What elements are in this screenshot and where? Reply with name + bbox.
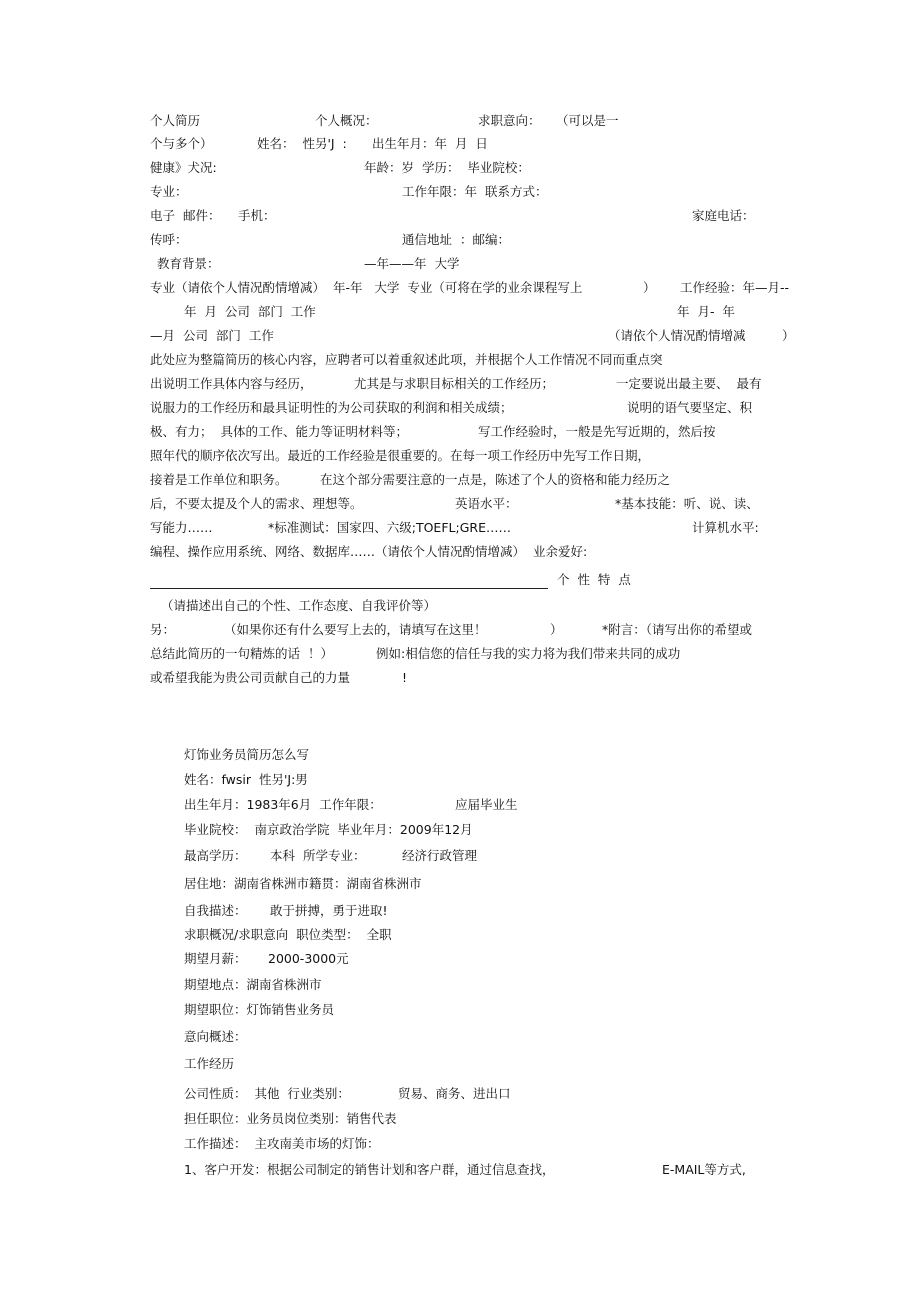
label-personal-overview: 个人概况： — [315, 113, 378, 128]
postscript-example-cont: 或希望我能为贵公司贡献自己的力量 — [150, 670, 351, 685]
label-birth-date: 出生年月：年 月 日 — [372, 136, 488, 151]
label-health: 健康》犬况: — [150, 160, 217, 175]
underline-rule — [150, 588, 548, 589]
sample-name-gender: 姓名：fwsir 性另'J:男 — [184, 772, 308, 787]
sample-self-description-label: 自我描述： — [184, 903, 247, 918]
guidance-line-4a: 极、有力； 具体的工作、能力等证明材料等； — [150, 424, 408, 439]
label-major: 专业： — [150, 184, 188, 199]
label-email: 电子 邮件： — [150, 208, 221, 223]
computer-skills-hobbies: 编程、操作应用系统、网络、数据库……（请依个人情况酌情增减） 业余爱好: — [150, 544, 588, 559]
sample-intent-overview: 意向概述： — [184, 1029, 247, 1044]
guidance-line-3b: 说明的语气要坚定、积 — [627, 400, 753, 415]
label-postscript: *附言：（请写出你的希望或 — [602, 622, 753, 637]
sample-residence: 居住地：湖南省株洲市籍贯：湖南省株洲市 — [184, 876, 422, 891]
sample-item-1: 1、客户开发：根据公司制定的销售计划和客户群，通过信息查找， — [184, 1162, 555, 1177]
label-name-gender: 姓名： 性另'J : — [257, 136, 347, 151]
heading-personality: 个 性 特 点 — [557, 572, 631, 587]
sample-company-nature: 公司性质： 其他 行业类别： — [184, 1086, 350, 1101]
label-address-postcode: 通信地址 ：邮编： — [402, 232, 510, 247]
work-entry-1: 年 月 公司 部门 工作 — [184, 304, 316, 319]
note-multiple-intentions-cont: 个与多个） — [150, 136, 213, 151]
note-adjust-as-needed-close: ） — [782, 328, 795, 343]
education-major-detail: 专业（请依个人情况酌情增减） 年-年 大学 专业（可将在学的业余课程写上 — [150, 280, 583, 295]
sample-work-heading: 工作经历 — [184, 1056, 235, 1071]
label-work-experience: 工作经验：年—月-- — [680, 280, 790, 295]
label-education-background: 教育背景： — [157, 256, 220, 271]
education-years-university: —年——年 大学 — [364, 256, 460, 271]
sample-industry: 贸易、商务、进出口 — [398, 1086, 511, 1101]
sample-fresh-graduate: 应届毕业生 — [455, 797, 518, 812]
postscript-exclamation: ! — [402, 670, 408, 685]
skills-writing: 写能力…… — [150, 520, 213, 535]
label-computer-level: 计算机水平: — [692, 520, 759, 535]
postscript-example: 例如:相信您的信任与我的实力将为我们带来共同的成功 — [376, 646, 681, 661]
sample-position: 期望职位：灯饰销售业务员 — [184, 1002, 335, 1017]
label-basic-skills: *基本技能：听、说、读、 — [615, 496, 759, 511]
sample-item-1-cont: E-MAIL等方式, — [662, 1162, 746, 1177]
guidance-line-3a: 说服力的工作经历和最具证明性的为公司获取的利润和相关成绩； — [150, 400, 513, 415]
sample-birth-work-years: 出生年月：1983年6月 工作年限： — [184, 797, 382, 812]
label-age-education-school: 年龄：岁 学历： 毕业院校： — [364, 160, 530, 175]
note-multiple-intentions: （可以是一 — [556, 113, 619, 128]
guidance-line-6b: 在这个部分需要注意的一点是，陈述了个人的资格和能力经历之 — [320, 472, 671, 487]
guidance-line-2c: 一定要说出最主要、 最有 — [616, 376, 762, 391]
note-add-more-close: ） — [550, 622, 563, 637]
guidance-line-2a: 出说明工作具体内容与经历， — [150, 376, 313, 391]
work-entry-2: —月 公司 部门 工作 — [150, 328, 274, 343]
note-add-more: （如果你还有什么要写上去的，请填写在这里！ — [224, 622, 487, 637]
sample-salary: 2000-3000元 — [268, 951, 349, 966]
guidance-line-4b: 写工作经验时，一般是先写近期的，然后按 — [478, 424, 716, 439]
sample-location: 期望地点：湖南省株洲市 — [184, 977, 322, 992]
label-pager: 传呼： — [150, 232, 188, 247]
sample-salary-label: 期望月薪： — [184, 951, 247, 966]
sample-self-description: 敢于拼搏，勇于进取! — [270, 903, 388, 918]
guidance-line-5: 照年代的顺序依次写出。最近的工作经验是很重要的。在每一项工作经历中先写工作日期， — [150, 448, 651, 463]
sample-title: 灯饰业务员简历怎么写 — [184, 747, 310, 762]
guidance-line-7a: 后，不要太提及个人的需求、理想等。 — [150, 496, 363, 511]
guidance-line-2b: 尤其是与求职目标相关的工作经历； — [354, 376, 555, 391]
sample-work-description: 工作描述： 主攻南美市场的灯饰： — [184, 1136, 380, 1151]
sample-major: 经济行政管理 — [402, 848, 478, 863]
sample-role: 担任职位：业务员岗位类别：销售代表 — [184, 1111, 397, 1126]
note-adjust-as-needed: （请依个人情况酌情增减 — [608, 328, 746, 343]
education-major-detail-close: ） — [643, 280, 656, 295]
guidance-line-1: 此处应为整篇简历的核心内容，应聘者可以着重叙述此项，并根据个人工作情况不同而重点突 — [150, 352, 663, 367]
sample-job-intent: 求职概况/求职意向 职位类型： 全职 — [184, 927, 392, 942]
sample-school: 毕业院校： 南京政治学院 毕业年月：2009年12月 — [184, 822, 473, 837]
sample-degree-major-label: 本科 所学专业： — [270, 848, 366, 863]
label-mobile: 手机： — [238, 208, 276, 223]
heading-personal-resume: 个人简历 — [150, 113, 201, 128]
label-home-phone: 家庭电话： — [692, 208, 755, 223]
label-work-years-contact: 工作年限：年 联系方式： — [402, 184, 548, 199]
postscript-cont: 总结此简历的一句精炼的话 ！） — [150, 646, 333, 661]
label-job-intention: 求职意向： — [478, 113, 541, 128]
work-entry-2-dates: 年 月- 年 — [677, 304, 735, 319]
label-standard-tests: *标准测试：国家四、六级;TOEFL;GRE…… — [268, 520, 511, 535]
label-english-level: 英语水平： — [455, 496, 518, 511]
label-other: 另： — [150, 622, 176, 637]
note-describe-personality: （请描述出自己的个性、工作态度、自我评价等） — [161, 598, 437, 613]
sample-degree-label: 最高学历： — [184, 848, 247, 863]
guidance-line-6a: 接着是工作单位和职务。 — [150, 472, 288, 487]
